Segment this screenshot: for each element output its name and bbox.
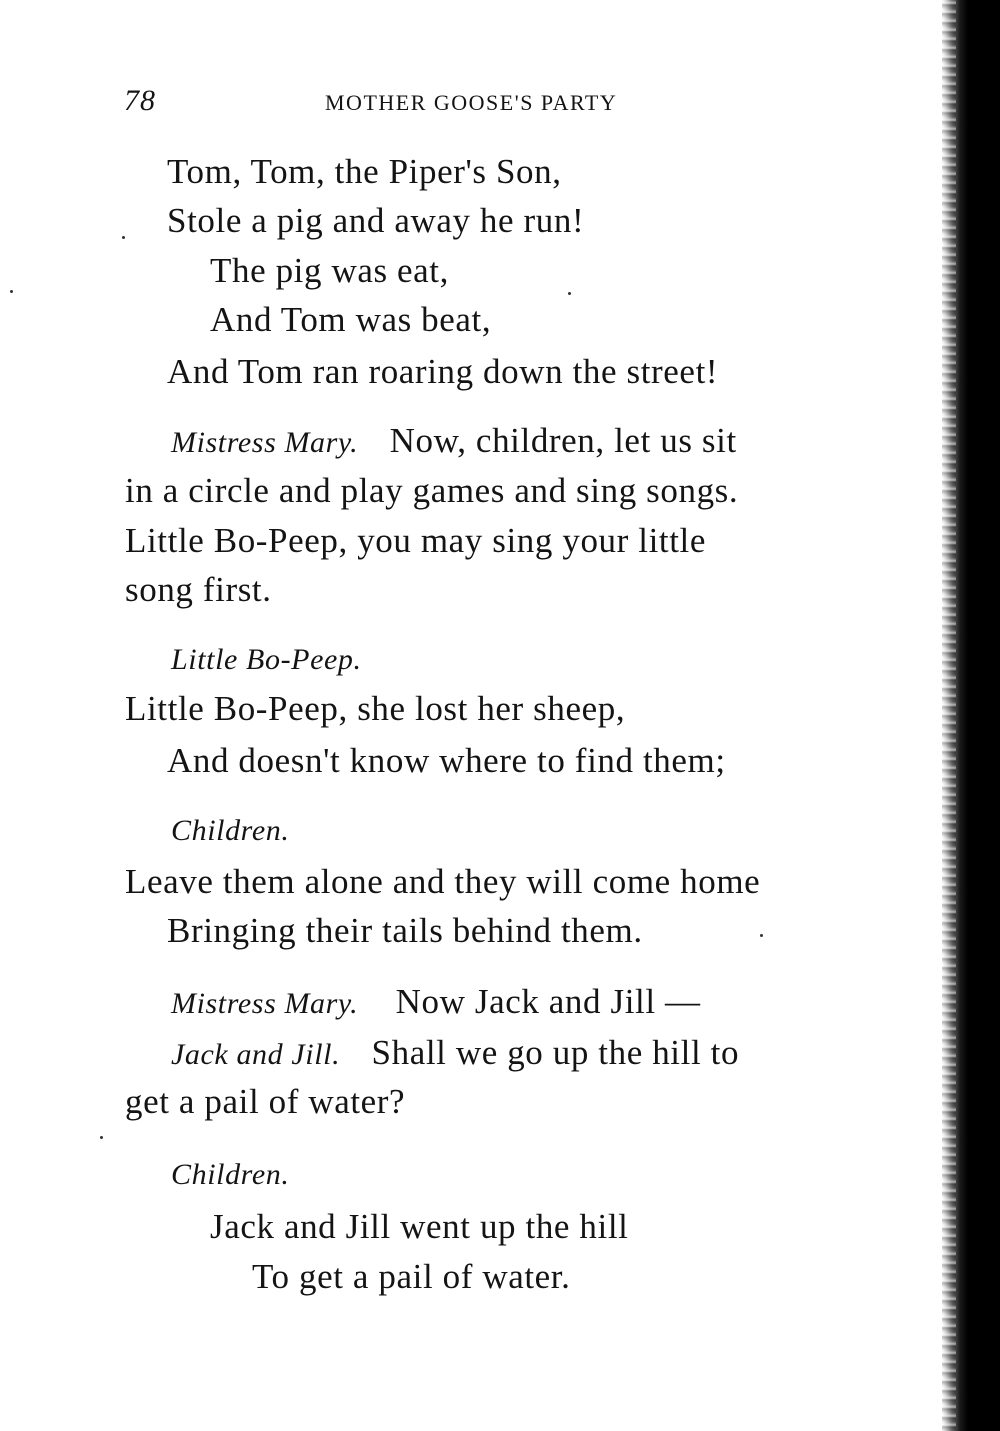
binding-edge	[942, 0, 1000, 1431]
speaker-name: Children.	[171, 814, 290, 847]
verse-line: And Tom was beat,	[210, 300, 492, 339]
page-number: 78	[124, 84, 156, 117]
dialogue-line	[171, 984, 701, 1019]
running-head	[124, 84, 724, 124]
verse-line: The pig was eat,	[210, 251, 449, 290]
scan-speck	[568, 292, 571, 295]
verse-line: Stole a pig and away he run!	[167, 201, 585, 240]
scan-speck	[10, 290, 13, 293]
verse-line: Leave them alone and they will come home	[125, 862, 761, 901]
scan-speck	[760, 934, 763, 937]
running-title: MOTHER GOOSE'S PARTY	[325, 90, 618, 115]
scan-speck	[100, 1136, 103, 1139]
verse-line: Jack and Jill went up the hill	[210, 1207, 629, 1246]
speaker-name: Mistress Mary.	[171, 987, 359, 1020]
verse-line: And doesn't know where to find them;	[167, 741, 726, 780]
verse-line: Little Bo-Peep, she lost her sheep,	[125, 689, 626, 728]
speaker-name: Mistress Mary.	[171, 426, 359, 459]
speaker-name: Jack and Jill.	[171, 1038, 341, 1071]
prose-line: in a circle and play games and sing songs.	[125, 471, 739, 510]
prose-line: song first.	[125, 570, 272, 609]
verse-line: To get a pail of water.	[252, 1257, 571, 1296]
prose-line: Little Bo-Peep, you may sing your little	[125, 521, 707, 560]
dialogue-line	[171, 1035, 739, 1070]
speaker-name: Children.	[171, 1158, 290, 1191]
dialogue-text: Now, children, let us sit	[389, 421, 737, 460]
verse-line: Tom, Tom, the Piper's Son,	[167, 152, 562, 191]
speaker-name: Little Bo-Peep.	[171, 643, 362, 676]
dialogue-line	[171, 423, 737, 458]
verse-line: And Tom ran roaring down the street!	[167, 352, 719, 391]
prose-line: get a pail of water?	[125, 1082, 406, 1121]
dialogue-text: Shall we go up the hill to	[371, 1033, 740, 1072]
dialogue-text: Now Jack and Jill —	[395, 982, 701, 1021]
scan-speck	[122, 236, 125, 239]
verse-line: Bringing their tails behind them.	[167, 911, 643, 950]
